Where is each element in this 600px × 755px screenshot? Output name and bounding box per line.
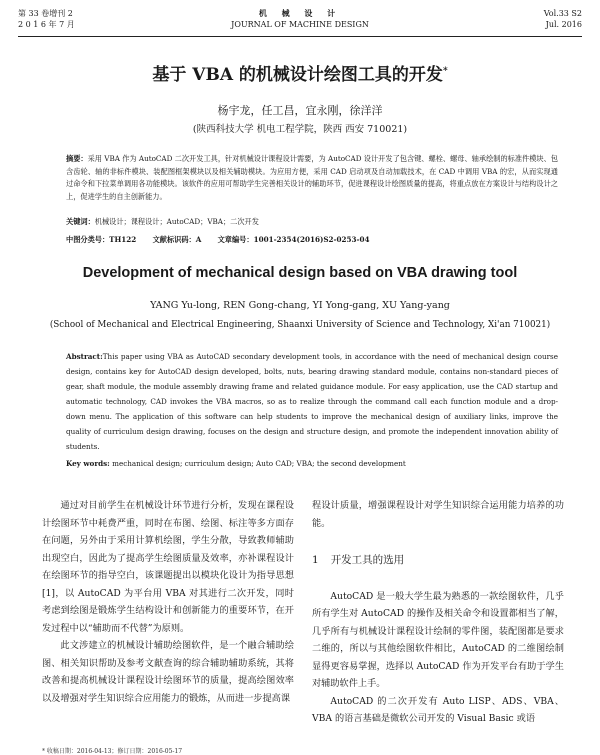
authors-cn: 杨宇龙，任工昌，宜永刚，徐洋洋 xyxy=(217,104,383,117)
header-volume: 第 33 卷增刊 2 xyxy=(18,9,73,18)
header-date-en: Jul. 2016 xyxy=(545,20,582,29)
header-journal xyxy=(18,8,582,30)
header-volume-en: Vol.33 S2 xyxy=(543,9,582,18)
body-paragraph-continued: 程设计质量，增强课程设计对学生知识综合运用能力培养的功能。 xyxy=(312,500,564,529)
clc-value: TH122 xyxy=(109,235,137,244)
header-date: 2 0 1 6 年 7 月 xyxy=(18,20,75,29)
doc-label: 文献标识码： xyxy=(152,235,196,244)
affiliation-en: (School of Mechanical and Electrical Engineering, Shaanxi University of Science and Technology, Xi'an 710021) xyxy=(49,320,551,330)
section-heading xyxy=(312,552,564,570)
doc-code xyxy=(153,235,202,244)
authors-en: YANG Yu-long, REN Gong-chang, YI Yong-gang, XU Yang-yang xyxy=(150,300,450,311)
abstract-en-label: Abstract: xyxy=(66,352,103,361)
abstract-en xyxy=(66,349,558,454)
article-id xyxy=(218,235,370,244)
keywords-en xyxy=(66,458,558,469)
doc-value: A xyxy=(195,235,202,244)
journal-name-en: JOURNAL OF MACHINE DESIGN xyxy=(231,20,369,29)
body-paragraph: AutoCAD 是一般大学生最为熟悉的一款绘图软件，几乎所有学生对 AutoCAD 的操作及相关命令和设置都相当了解，几乎所有与机械设计课程设计绘制的零件图，装配图都是要求二维的，所以与其他绘图软件相比，AutoCAD 的二维图绘制显得更容易掌握，选择以 AutoCAD 作为开发平台有助于学生对辅助软件上手。 xyxy=(312,590,564,689)
affiliation-cn: (陕西科技大学 机电工程学院，陕西 西安 710021) xyxy=(192,124,408,135)
title-cn-text: 基于 VBA 的机械设计绘图工具的开发 xyxy=(152,65,443,85)
abstract-cn xyxy=(66,153,558,203)
body-column-right xyxy=(312,497,564,728)
header-rule xyxy=(18,36,582,37)
classification-line xyxy=(66,234,558,245)
running-header xyxy=(18,8,582,38)
clc-code xyxy=(66,235,136,244)
body-paragraph: 此文涉建立的机械设计辅助绘图软件，是一个融合辅助绘图、相关知识帮助及参考文献查询的综合辅助辅助系统，其将改善和提高机械设计课程设计绘图环节的质量，提高绘图效率以及增强对学生知识综合应用能力的锻炼，从而进一步提高课 xyxy=(42,640,294,704)
abstract-cn-label: 摘要： xyxy=(66,154,88,163)
article-id-value: 1001-2354(2016)S2-0253-04 xyxy=(253,235,370,244)
keywords-cn-label: 关键词： xyxy=(66,217,95,226)
journal-name-cn: 机 械 设 计 xyxy=(258,8,342,18)
body-column-left xyxy=(42,497,294,707)
footnote: * 收稿日期：2016-04-13；修订日期：2016-05-17 xyxy=(42,748,183,755)
article-id-label: 文章编号： xyxy=(217,235,254,244)
body-paragraph: 通过对目前学生在机械设计环节进行分析，发现在课程设计绘图环节中耗费严重，同时在布图、绘图、标注等多方面存在问题，另外由于采用计算机绘图，学生分散，导致教师辅助出现空白，因此为了提高学生绘图质量及效率，亦补课程设计在绘图环节的指导空白，该课题提出以模块化设计为指导思想[1]，以 AutoCAD 为平台用 VBA 对其进行二次开发，同时考虑到绘图是锻炼学生结构设计和创新能力的重要环节，在开发过程中以“辅助而不代替”为原则。 xyxy=(42,500,294,634)
keywords-en-label: Key words: xyxy=(66,459,110,468)
section-number: 1 xyxy=(312,554,319,566)
keywords-cn xyxy=(66,216,558,227)
abstract-en-text: This paper using VBA as AutoCAD secondary development tools, in accordance with the need of mechanical design course design, contains key for AutoCAD design developed, bolts, nuts, bearing drawing standard module, contains non-standard pieces of gear, shaft module, the module assembly drawing frame and related guidance module. For easy application, use the CAD startup and automatic technology, CAD invokes the VBA macros, so as to realize through the command call each function module and a drop-down menu. The application of this software can help students to improve the mechanical design of auxiliary links, improve the quality of curriculum design drawing, focuses on the design and structure design, and promote the independent innovation ability of students. xyxy=(66,352,558,451)
header-volume-info-en xyxy=(544,8,582,30)
keywords-cn-text: 机械设计；课程设计；AutoCAD；VBA；二次开发 xyxy=(94,217,259,226)
clc-label: 中图分类号： xyxy=(66,235,110,244)
keywords-en-text: mechanical design; curriculum design; Auto CAD; VBA; the second development xyxy=(112,459,406,468)
title-footnote-mark: * xyxy=(442,66,448,77)
paper-title-en: Development of mechanical design based on VBA drawing tool xyxy=(82,265,518,281)
paper-title-cn xyxy=(0,60,600,85)
section-title: 开发工具的选用 xyxy=(330,554,405,566)
abstract-cn-text: 采用 VBA 作为 AutoCAD 二次开发工具，针对机械设计课程设计需要，为 AutoCAD 设计开发了包含键、螺栓、螺母、轴承绘制的标准件模块、包含齿轮、轴的非标件模块、装配图框架模块以及相关辅助模块。为应用方便，采用 CAD 启动项及自动加载技术，在 CAD 中调用 VBA 的宏，从而实现通过命令和下拉菜单调用各功能模块。该软件的应用可帮助学生完善相关设计的辅助环节，促进课程设计绘图质量的提高，将重点放在方案设计与结构设计之上，促进学生的自主创新能力。 xyxy=(66,154,558,201)
body-paragraph: AutoCAD 的二次开发有 Auto LISP、ADS、VBA、VBA 的语言基础是微软公司开发的 Visual Basic 或语 xyxy=(312,695,564,724)
